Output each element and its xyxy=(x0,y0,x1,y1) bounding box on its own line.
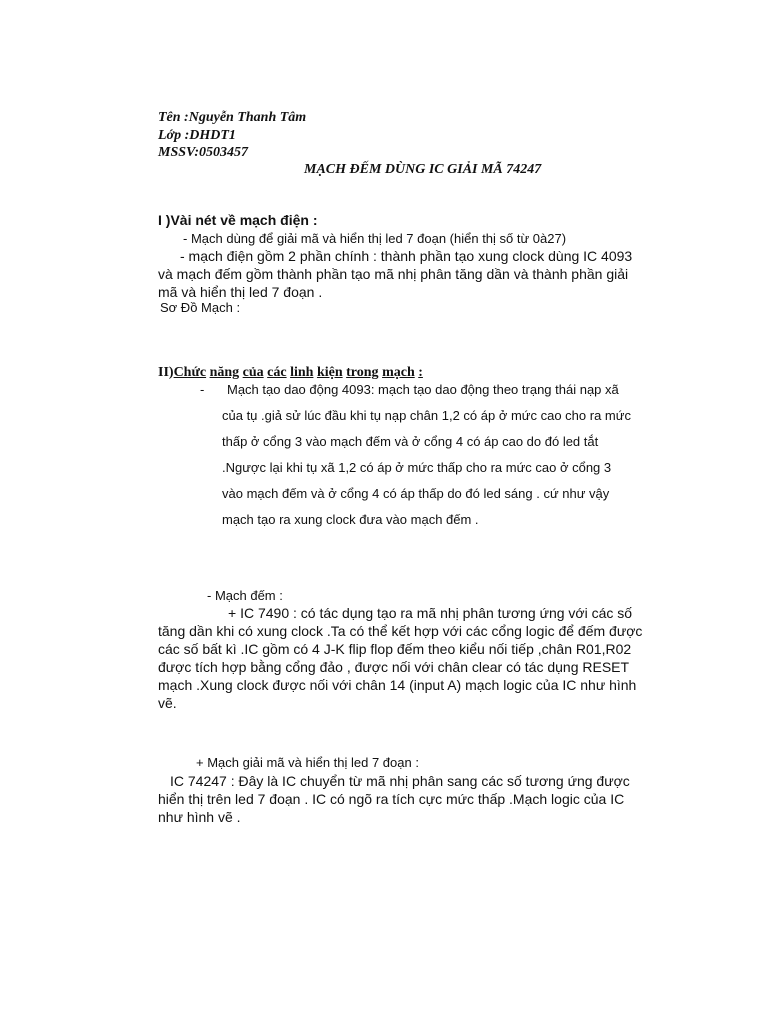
section2-colon: : xyxy=(418,365,423,380)
section2-word-8: mạch xyxy=(382,365,415,380)
section2-word-2: năng xyxy=(209,365,240,380)
osc-line-2: của tụ .giả sử lúc đầu khi tụ nạp chân 1,2 có áp ở mức cao cho ra mức xyxy=(222,408,631,423)
section1-line1: - Mạch dùng để giải mã và hiển thị led 7 đoạn (hiển thị số từ 0à27) xyxy=(183,231,567,246)
diagram-label: Sơ Đồ Mạch : xyxy=(160,300,241,315)
section2-word-1: Chức xyxy=(173,365,207,380)
section2-word-4: các xyxy=(267,365,287,380)
document-title: MẠCH ĐẾM DÙNG IC GIẢI MÃ 74247 xyxy=(304,162,542,177)
section1-paragraph2: - mạch điện gồm 2 phần chính : thành phần tạo xung clock dùng IC 4093 và mạch đếm gồm thành phần tạo mã nhị phân tăng dần và thành phần giải mã và hiển thị led 7 đoạn . xyxy=(158,248,633,300)
student-id: MSSV:0503457 xyxy=(158,145,248,160)
section2-word-3: của xyxy=(242,365,264,380)
osc-line-3: thấp ở cổng 3 vào mạch đếm và ở cổng 4 có áp cao do đó led tắt xyxy=(222,434,599,449)
osc-line-5: vào mạch đếm và ở cổng 4 có áp thấp do đó led sáng . cứ như vậy xyxy=(222,486,610,501)
section2-word-6: kiện xyxy=(316,365,343,380)
class-label: Lớp :DHDT1 xyxy=(158,128,236,143)
section1-heading: I )Vài nét về mạch điện : xyxy=(158,212,318,228)
author-name: Tên :Nguyễn Thanh Tâm xyxy=(158,110,307,125)
decoder-heading: + Mạch giải mã và hiển thị led 7 đoạn : xyxy=(196,755,419,770)
osc-bullet: - xyxy=(200,382,205,397)
section2-numeral: II) xyxy=(158,365,174,380)
osc-line-1: Mạch tạo dao động 4093: mạch tạo dao động theo trạng thái nạp xã xyxy=(227,382,619,397)
counter-paragraph: + IC 7490 : có tác dụng tạo ra mã nhị phân tương ứng với các số tăng dần khi có xung clock .Ta có thể kết hợp với các cổng logic để đếm được các số bất kì .IC gồm có 4 J-K flip flop đếm theo kiểu nối tiếp ,chân R01,R02 được tích hợp bằng cổng đảo , được nối với chân clear có tác dụng RESET mạch .Xung clock được nối với chân 14 (input A) mạch logic của IC như hình vẽ. xyxy=(158,605,643,711)
osc-line-6: mạch tạo ra xung clock đưa vào mạch đếm . xyxy=(222,512,479,527)
section2-word-5: linh xyxy=(290,365,314,380)
section2-heading xyxy=(158,364,423,382)
section2-word-7: trong xyxy=(346,365,379,380)
counter-heading: - Mạch đếm : xyxy=(207,588,283,603)
decoder-paragraph: IC 74247 : Đây là IC chuyển từ mã nhị phân sang các số tương ứng được hiển thị trên led 7 đoạn . IC có ngõ ra tích cực mức thấp .Mạch logic của IC như hình vẽ . xyxy=(158,773,630,825)
osc-line-4: .Ngược lại khi tụ xã 1,2 có áp ở mức thấp cho ra mức cao ở cổng 3 xyxy=(222,460,612,475)
